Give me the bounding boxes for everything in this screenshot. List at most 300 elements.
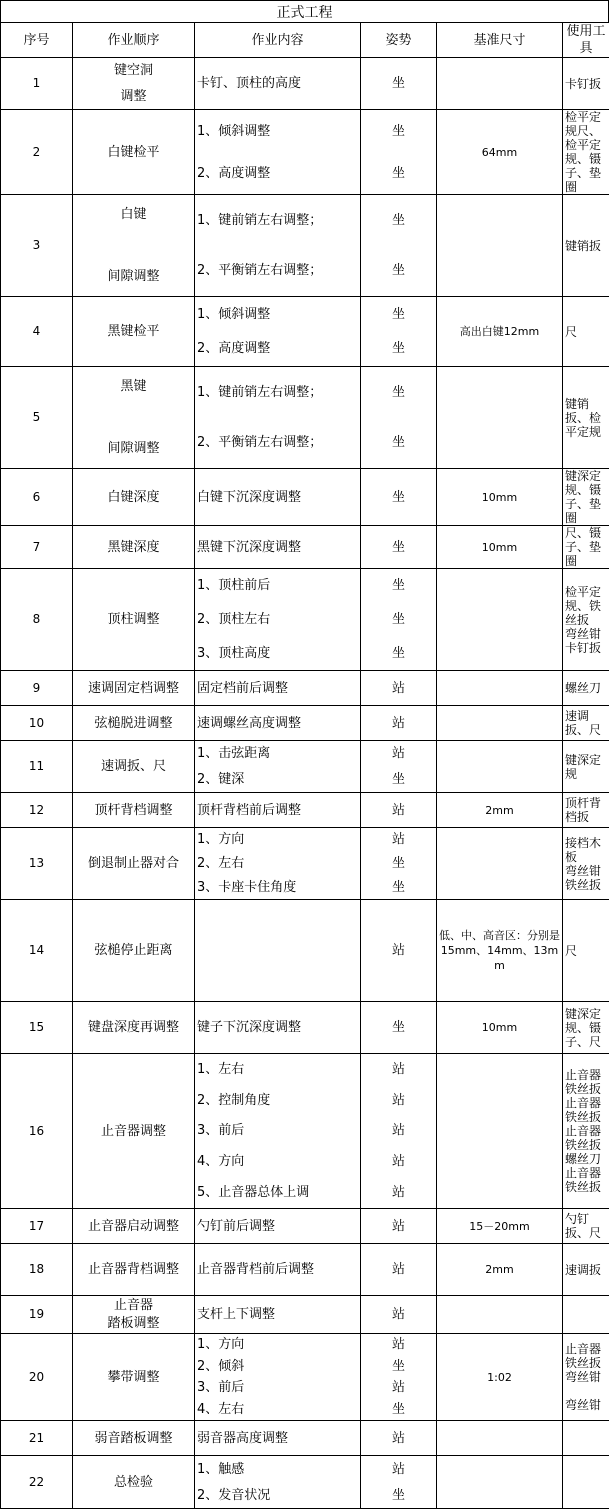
seq-cell: 9 [1, 671, 73, 706]
content-text-line: 2、左右 [197, 855, 358, 872]
content-cell [195, 469, 361, 526]
table-row [1, 793, 609, 828]
order-text-line: 弦槌脱进调整 [75, 715, 192, 732]
order-text [75, 367, 192, 468]
content-cell [195, 741, 361, 793]
content-text-line: 1、键前销左右调整； [197, 212, 358, 229]
posture-text-line: 站 [363, 1461, 434, 1478]
content-text [197, 1456, 358, 1508]
content-text-line: 1、左右 [197, 1061, 358, 1078]
order-text-line: 间隙调整 [75, 440, 192, 457]
order-text-line: 调整 [75, 88, 192, 105]
order-text [75, 671, 192, 705]
seq-cell: 14 [1, 900, 73, 1002]
order-text-line: 黑键 [75, 378, 192, 395]
posture-cell [361, 706, 437, 741]
content-text-line: 支杆上下调整 [197, 1306, 358, 1323]
posture-text [363, 297, 434, 366]
standard-cell [437, 828, 563, 900]
content-text-line: 2、控制角度 [197, 1092, 358, 1109]
order-text-line: 总检验 [75, 1474, 192, 1491]
content-cell [195, 706, 361, 741]
header-order: 作业顺序 [73, 23, 195, 58]
seq-cell: 5 [1, 367, 73, 469]
tools-cell: 速调扳 [563, 1244, 609, 1296]
tools-cell: 尺、镊子、垫圈 [563, 526, 609, 569]
order-cell [73, 110, 195, 195]
order-text-line: 止音器调整 [75, 1123, 192, 1140]
content-cell [195, 1244, 361, 1296]
order-text [75, 741, 192, 792]
posture-text [363, 195, 434, 296]
order-cell [73, 1456, 195, 1509]
table-row [1, 1456, 609, 1509]
content-text-line: 卡钉、顶柱的高度 [197, 75, 358, 92]
content-text-line: 1、击弦距离 [197, 745, 358, 762]
standard-cell: 低、中、高音区：分别是15mm、14mm、13mm [437, 900, 563, 1002]
posture-cell [361, 1421, 437, 1456]
posture-text-line: 坐 [363, 384, 434, 401]
content-text-line: 键子下沉深度调整 [197, 1019, 358, 1036]
order-text [75, 297, 192, 366]
content-text [197, 58, 358, 109]
posture-text-line: 坐 [363, 123, 434, 140]
order-text-line: 止音器 [75, 1297, 192, 1314]
order-text-line: 攀带调整 [75, 1369, 192, 1386]
standard-cell [437, 706, 563, 741]
order-text [75, 1209, 192, 1243]
posture-text-line: 站 [363, 942, 434, 959]
posture-text-line: 坐 [363, 1401, 434, 1418]
content-text [197, 1209, 358, 1243]
order-cell [73, 706, 195, 741]
seq-cell: 19 [1, 1296, 73, 1334]
order-cell [73, 195, 195, 297]
content-cell [195, 1209, 361, 1244]
posture-text-line: 站 [363, 1306, 434, 1323]
posture-text-line: 坐 [363, 1019, 434, 1036]
posture-text [363, 828, 434, 899]
order-text [75, 110, 192, 194]
order-text [75, 1421, 192, 1455]
tools-cell: 止音器铁丝扳 止音器铁丝扳 止音器铁丝扳 螺丝刀 止音器铁丝扳 [563, 1054, 609, 1209]
standard-cell [437, 1421, 563, 1456]
tools-cell: 卡钉扳 [563, 58, 609, 110]
seq-cell: 18 [1, 1244, 73, 1296]
content-text-line: 速调螺丝高度调整 [197, 715, 358, 732]
content-text [197, 110, 358, 194]
table-row [1, 569, 609, 671]
standard-cell [437, 569, 563, 671]
seq-cell: 1 [1, 58, 73, 110]
standard-cell [437, 58, 563, 110]
posture-text [363, 1334, 434, 1420]
posture-text [363, 110, 434, 194]
standard-cell: 2mm [437, 793, 563, 828]
posture-text-line: 站 [363, 1184, 434, 1201]
order-text-line: 顶杆背档调整 [75, 802, 192, 819]
posture-text [363, 469, 434, 525]
table-row [1, 1334, 609, 1421]
standard-cell [437, 741, 563, 793]
posture-cell [361, 671, 437, 706]
order-text-line: 白键 [75, 206, 192, 223]
posture-text-line: 坐 [363, 165, 434, 182]
standard-cell: 10mm [437, 469, 563, 526]
order-text [75, 900, 192, 1001]
content-text-line: 黑键下沉深度调整 [197, 539, 358, 556]
content-text [197, 569, 358, 670]
posture-cell [361, 195, 437, 297]
content-text-line: 1、触感 [197, 1461, 358, 1478]
header-tools: 使用工具 [563, 23, 609, 58]
order-text [75, 1002, 192, 1053]
order-text [75, 195, 192, 296]
tools-cell: 键深定规、镊子、尺 [563, 1002, 609, 1054]
table-row [1, 195, 609, 297]
seq-cell: 3 [1, 195, 73, 297]
content-text [197, 741, 358, 792]
posture-text-line: 坐 [363, 611, 434, 628]
order-cell [73, 900, 195, 1002]
content-text-line: 勺钉前后调整 [197, 1218, 358, 1235]
table-row [1, 1244, 609, 1296]
posture-cell [361, 110, 437, 195]
posture-text-line: 坐 [363, 539, 434, 556]
order-text-line: 弱音踏板调整 [75, 1430, 192, 1447]
seq-cell: 20 [1, 1334, 73, 1421]
order-cell [73, 367, 195, 469]
content-text [197, 469, 358, 525]
posture-text-line: 坐 [363, 75, 434, 92]
posture-text-line: 坐 [363, 212, 434, 229]
posture-text-line: 坐 [363, 855, 434, 872]
table-row [1, 741, 609, 793]
content-text-line: 1、倾斜调整 [197, 123, 358, 140]
posture-text-line: 站 [363, 1336, 434, 1353]
posture-text [363, 1456, 434, 1508]
order-text-line: 白键深度 [75, 489, 192, 506]
content-cell [195, 1421, 361, 1456]
order-text-line: 倒退制止器对合 [75, 855, 192, 872]
content-text-line: 2、倾斜 [197, 1358, 358, 1375]
standard-cell: 高出白键12mm [437, 297, 563, 367]
posture-text [363, 900, 434, 1001]
content-text-line: 2、高度调整 [197, 165, 358, 182]
order-text-line: 弦槌停止距离 [75, 942, 192, 959]
order-cell [73, 58, 195, 110]
process-table [0, 22, 609, 1509]
content-text [197, 1296, 358, 1333]
order-text [75, 1456, 192, 1508]
content-cell [195, 1334, 361, 1421]
content-text-line: 1、方向 [197, 1336, 358, 1353]
posture-cell [361, 900, 437, 1002]
order-cell [73, 671, 195, 706]
seq-cell: 22 [1, 1456, 73, 1509]
posture-text-line: 坐 [363, 262, 434, 279]
order-cell [73, 1296, 195, 1334]
content-cell [195, 526, 361, 569]
content-text [197, 1421, 358, 1455]
table-row [1, 58, 609, 110]
content-text [197, 1334, 358, 1420]
posture-text-line: 站 [363, 1092, 434, 1109]
table-row [1, 526, 609, 569]
order-text-line: 速调扳、尺 [75, 758, 192, 775]
posture-cell [361, 793, 437, 828]
standard-cell [437, 671, 563, 706]
standard-cell: 10mm [437, 526, 563, 569]
content-text [197, 367, 358, 468]
content-text-line: 2、高度调整 [197, 340, 358, 357]
content-cell [195, 900, 361, 1002]
content-text-line: 2、发音状况 [197, 1487, 358, 1504]
table-row [1, 1002, 609, 1054]
posture-text [363, 58, 434, 109]
content-text [197, 1002, 358, 1053]
posture-text-line: 站 [363, 1430, 434, 1447]
seq-cell: 12 [1, 793, 73, 828]
seq-cell: 10 [1, 706, 73, 741]
order-text-line: 白键检平 [75, 144, 192, 161]
content-text-line: 2、顶柱左右 [197, 611, 358, 628]
content-text [197, 195, 358, 296]
posture-cell [361, 1296, 437, 1334]
posture-text [363, 793, 434, 827]
seq-cell: 8 [1, 569, 73, 671]
posture-text-line: 坐 [363, 340, 434, 357]
table-row [1, 671, 609, 706]
tools-cell: 顶杆背档扳 [563, 793, 609, 828]
standard-cell: 10mm [437, 1002, 563, 1054]
seq-cell: 17 [1, 1209, 73, 1244]
table-row [1, 297, 609, 367]
tools-cell: 接档木板 弯丝钳 铁丝扳 [563, 828, 609, 900]
seq-cell: 6 [1, 469, 73, 526]
content-cell [195, 1002, 361, 1054]
content-text [197, 1054, 358, 1208]
posture-text [363, 569, 434, 670]
seq-cell: 11 [1, 741, 73, 793]
order-text [75, 58, 192, 109]
order-text-line: 踏板调整 [75, 1315, 192, 1332]
content-text-line: 1、方向 [197, 831, 358, 848]
tools-cell: 键深定规、镊子、垫圈 [563, 469, 609, 526]
posture-text-line: 坐 [363, 771, 434, 788]
tools-cell: 勺钉扳、尺 [563, 1209, 609, 1244]
seq-cell: 2 [1, 110, 73, 195]
posture-text-line: 站 [363, 680, 434, 697]
tools-cell: 键深定规 [563, 741, 609, 793]
content-cell [195, 58, 361, 110]
table-row [1, 706, 609, 741]
posture-cell [361, 1002, 437, 1054]
posture-text-line: 坐 [363, 1358, 434, 1375]
standard-cell: 2mm [437, 1244, 563, 1296]
standard-cell [437, 1456, 563, 1509]
order-cell [73, 828, 195, 900]
order-text-line: 黑键深度 [75, 539, 192, 556]
standard-cell: 15－20mm [437, 1209, 563, 1244]
posture-text [363, 1209, 434, 1243]
header-seq: 序号 [1, 23, 73, 58]
posture-cell [361, 1456, 437, 1509]
content-cell [195, 195, 361, 297]
order-text-line: 速调固定档调整 [75, 680, 192, 697]
content-text [197, 828, 358, 899]
posture-cell [361, 58, 437, 110]
order-text [75, 828, 192, 899]
table-body [1, 58, 609, 1509]
posture-text-line: 坐 [363, 577, 434, 594]
order-cell [73, 1054, 195, 1209]
order-text [75, 569, 192, 670]
table-row [1, 828, 609, 900]
sheet-title: 正式工程 [0, 0, 609, 23]
content-text-line: 3、卡座卡住角度 [197, 879, 358, 896]
content-text [197, 706, 358, 740]
posture-text [363, 671, 434, 705]
content-text-line: 4、左右 [197, 1401, 358, 1418]
order-text [75, 526, 192, 568]
order-text [75, 1296, 192, 1333]
order-text-line: 间隙调整 [75, 268, 192, 285]
posture-text-line: 坐 [363, 645, 434, 662]
order-text [75, 1334, 192, 1420]
tools-cell [563, 1456, 609, 1509]
posture-text [363, 367, 434, 468]
content-cell [195, 828, 361, 900]
header-content: 作业内容 [195, 23, 361, 58]
content-text-line: 白键下沉深度调整 [197, 489, 358, 506]
order-cell [73, 1244, 195, 1296]
posture-cell [361, 569, 437, 671]
content-text [197, 1244, 358, 1295]
table-row [1, 900, 609, 1002]
header-posture: 姿势 [361, 23, 437, 58]
order-text [75, 1054, 192, 1208]
posture-text-line: 坐 [363, 1487, 434, 1504]
order-text [75, 793, 192, 827]
order-cell [73, 1209, 195, 1244]
posture-cell [361, 526, 437, 569]
seq-cell: 13 [1, 828, 73, 900]
posture-text [363, 1002, 434, 1053]
content-text-line: 顶杆背档前后调整 [197, 802, 358, 819]
posture-text-line: 坐 [363, 879, 434, 896]
content-cell [195, 297, 361, 367]
table-row [1, 1054, 609, 1209]
posture-cell [361, 469, 437, 526]
seq-cell: 16 [1, 1054, 73, 1209]
content-text-line: 固定档前后调整 [197, 680, 358, 697]
posture-cell [361, 1209, 437, 1244]
order-cell [73, 1334, 195, 1421]
order-cell [73, 793, 195, 828]
content-cell [195, 569, 361, 671]
order-text-line: 键空洞 [75, 62, 192, 79]
posture-text-line: 站 [363, 1122, 434, 1139]
order-text-line: 止音器背档调整 [75, 1261, 192, 1278]
posture-text-line: 站 [363, 1218, 434, 1235]
standard-cell [437, 367, 563, 469]
order-text-line: 止音器启动调整 [75, 1218, 192, 1235]
posture-cell [361, 297, 437, 367]
posture-text [363, 1054, 434, 1208]
standard-cell: 1:02 [437, 1334, 563, 1421]
order-text-line: 黑键检平 [75, 323, 192, 340]
content-text-line: 2、平衡销左右调整； [197, 434, 358, 451]
table-row [1, 110, 609, 195]
order-cell [73, 526, 195, 569]
tools-cell [563, 1421, 609, 1456]
tools-cell [563, 1296, 609, 1334]
tools-cell: 速调扳、尺 [563, 706, 609, 741]
content-text [197, 671, 358, 705]
content-text [197, 900, 358, 1001]
header-standard: 基准尺寸 [437, 23, 563, 58]
table-row [1, 1296, 609, 1334]
standard-cell [437, 195, 563, 297]
posture-text [363, 526, 434, 568]
order-text-line: 键盘深度再调整 [75, 1019, 192, 1036]
posture-text-line: 站 [363, 1379, 434, 1396]
posture-text [363, 1244, 434, 1295]
seq-cell: 15 [1, 1002, 73, 1054]
tools-cell: 检平定规尺、检平定规、镊子、垫圈 [563, 110, 609, 195]
posture-text-line: 站 [363, 802, 434, 819]
content-cell [195, 1456, 361, 1509]
tools-cell: 止音器铁丝扳 弯丝钳 弯丝钳 [563, 1334, 609, 1421]
content-text-line: 1、倾斜调整 [197, 306, 358, 323]
posture-text-line: 站 [363, 715, 434, 732]
posture-text-line: 坐 [363, 434, 434, 451]
order-text [75, 1244, 192, 1295]
posture-text-line: 站 [363, 1061, 434, 1078]
posture-cell [361, 1054, 437, 1209]
content-text-line: 1、顶柱前后 [197, 577, 358, 594]
content-cell [195, 110, 361, 195]
posture-cell [361, 1244, 437, 1296]
order-cell [73, 569, 195, 671]
content-cell [195, 793, 361, 828]
posture-text [363, 706, 434, 740]
order-text [75, 469, 192, 525]
order-cell [73, 297, 195, 367]
posture-text-line: 坐 [363, 489, 434, 506]
table-row [1, 469, 609, 526]
content-cell [195, 671, 361, 706]
posture-text-line: 坐 [363, 306, 434, 323]
content-cell [195, 1296, 361, 1334]
tools-cell: 键销扳、检平定规 [563, 367, 609, 469]
seq-cell: 21 [1, 1421, 73, 1456]
content-text-line: 3、前后 [197, 1379, 358, 1396]
content-text-line: 4、方向 [197, 1153, 358, 1170]
header-row [1, 23, 609, 58]
posture-cell [361, 828, 437, 900]
content-text-line: 弱音器高度调整 [197, 1430, 358, 1447]
standard-cell [437, 1054, 563, 1209]
content-text [197, 297, 358, 366]
posture-text-line: 站 [363, 831, 434, 848]
tools-cell: 螺丝刀 [563, 671, 609, 706]
posture-text [363, 1421, 434, 1455]
order-text-line: 顶柱调整 [75, 611, 192, 628]
table-row [1, 1209, 609, 1244]
posture-text [363, 741, 434, 792]
